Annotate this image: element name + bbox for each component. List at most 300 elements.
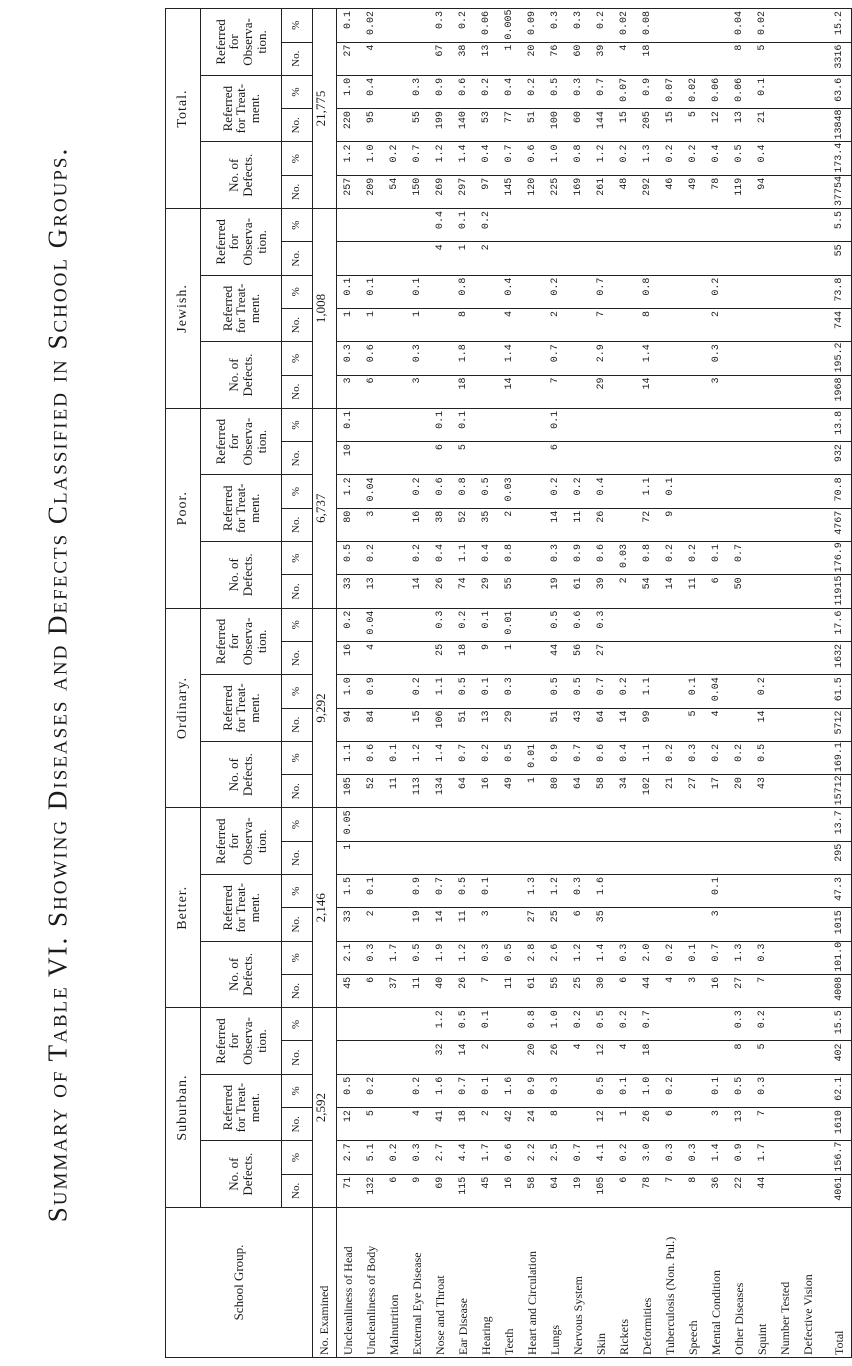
sub-header-row [201,9,282,1358]
better-treat-header: Referred for Treat- ment. [201,875,282,942]
row-label: External Eye Disease [410,1252,424,1355]
table-cell [521,344,544,372]
table-cell: 0.9 [573,544,584,563]
table-cell: 0.3 [665,1143,676,1162]
table-cell: 0.5 [550,77,561,96]
table-cell [797,411,820,439]
table-cell [682,278,705,306]
table-cell [797,178,820,206]
table-cell [406,45,429,73]
ordinary-defects-no-header: No. [282,775,313,808]
table-cell: 0.2 [550,477,561,496]
table-cell [452,810,475,838]
table-cell: 18 [458,1110,469,1123]
table-cell: 0.3 [757,943,768,962]
table-cell [774,311,797,339]
table-cell [797,644,820,672]
table-cell: 1.4 [458,144,469,163]
table-cell: 9 [412,1176,423,1183]
table-cell: 0.9 [550,743,561,762]
table-cell [498,244,521,272]
suburban-obs-header: Referred for Observa- tion. [201,1008,282,1075]
table-cell: 0.1 [389,743,400,762]
table-cell [383,311,406,339]
table-cell: 0.1 [458,211,469,230]
table-cell: 0.4 [435,544,446,563]
total-defects-no-column [337,175,852,208]
table-cell: 15 [665,111,676,124]
table-cell: 18 [458,377,469,390]
ordinary-defects-pct-header: % [282,741,313,774]
table-cell [659,444,682,472]
table-cell: 14 [435,910,446,923]
table-cell: 144 [596,111,607,130]
table-cell [705,444,728,472]
table-cell: 0.06 [711,77,722,102]
table-cell [774,111,797,139]
table-cell [360,444,383,472]
table-cell: 1.9 [435,943,446,962]
table-cell: 0.7 [458,1076,469,1095]
table-cell [383,444,406,472]
table-cell: 2.9 [596,344,607,363]
table-cell: 0.1 [481,610,492,629]
table-cell: 0.5 [458,877,469,896]
jewish-obs-pct-header: % [282,209,313,242]
table-cell [521,677,544,705]
table-cell [659,910,682,938]
table-cell [383,877,406,905]
table-cell: 26 [435,577,446,590]
table-cell: 16 [412,510,423,523]
table-cell: 2 [619,577,630,584]
table-cell [613,877,636,905]
table-cell: 70.8 [834,477,845,502]
table-cell: 0.9 [642,77,653,96]
total-treat-pct-column [337,75,852,108]
table-cell [429,278,452,306]
table-cell: 3 [412,377,423,384]
jewish-examined-count: 1,008 [313,209,337,409]
table-cell: 0.2 [343,610,354,629]
table-cell [636,211,659,239]
table-cell: 1968 [834,377,845,402]
row-spacer [820,711,828,739]
table-cell [774,477,797,505]
table-cell: 0.1 [481,677,492,696]
table-cell [659,844,682,872]
table-cell: 12 [711,111,722,124]
table-cell: 0.2 [711,743,722,762]
table-cell: 1 [619,1110,630,1117]
table-cell: 11915 [834,575,845,606]
table-cell: 0.2 [412,677,423,696]
table-cell [498,1044,521,1072]
table-cell: 1 [458,244,469,251]
table-cell [797,378,820,406]
table-cell: 6 [550,444,561,451]
total-obs-header: Referred for Observa- tion. [201,9,282,76]
table-cell [751,477,774,505]
table-cell: 1.2 [343,144,354,163]
table-cell [774,211,797,239]
table-cell [797,211,820,239]
table-cell: 15 [412,710,423,723]
table-cell: 18 [642,1043,653,1056]
table-cell: 32 [435,1043,446,1056]
table-cell: 2 [504,510,515,517]
table-cell: 8 [734,1043,745,1050]
row-spacer [820,977,828,1005]
table-cell: 0.2 [757,1010,768,1029]
table-cell [774,611,797,639]
no-examined-label: No. Examined [313,1207,337,1357]
table-cell: 0.3 [366,943,377,962]
table-cell: 0.7 [550,344,561,363]
table-cell: 1.0 [343,677,354,696]
poor-obs-header: Referred for Observa- tion. [201,408,282,475]
table-cell: 8 [642,310,653,317]
table-cell: 13 [734,1110,745,1123]
table-cell [797,877,820,905]
table-cell: 97 [481,177,492,190]
table-cell: 176.9 [834,542,845,573]
table-cell: 55 [550,976,561,989]
table-cell: 0.8 [458,477,469,496]
table-cell [774,378,797,406]
table-cell: 26 [596,510,607,523]
table-cell: 0.3 [412,344,423,363]
table-cell [475,278,498,306]
table-cell: 4 [573,1043,584,1050]
row-spacer [820,111,828,139]
table-cell [498,444,521,472]
better-obs-pct-column [337,808,852,841]
row-label: Hearing [479,1316,493,1355]
table-cell: 0.1 [688,943,699,962]
table-cell [728,311,751,339]
table-cell [567,344,590,372]
table-cell [659,677,682,705]
table-cell: 0.3 [619,943,630,962]
table-cell: 0.2 [619,677,630,696]
table-cell [360,1010,383,1038]
table-cell: 0.5 [412,943,423,962]
table-cell [797,944,820,972]
row-label: Ear Disease [456,1298,470,1355]
jewish-obs-header: Referred for Observa- tion. [201,209,282,276]
table-cell: 2.1 [343,943,354,962]
table-cell [682,1077,705,1105]
table-cell: 24 [527,1110,538,1123]
table-cell: 25 [573,976,584,989]
table-cell [383,378,406,406]
row-spacer [820,777,828,805]
table-cell: 0.1 [711,1076,722,1095]
table-cell: 2 [481,244,492,251]
table-cell: 0.7 [504,144,515,163]
table-cell: 105 [596,1176,607,1195]
table-cell [429,344,452,372]
table-cell: 0.3 [481,943,492,962]
table-cell: 0.2 [596,11,607,30]
table-cell: 1.6 [504,1076,515,1095]
table-cell: 140 [458,111,469,130]
data-body-row [337,9,852,1358]
table-cell: 14 [458,1043,469,1056]
table-cell: 0.3 [550,544,561,563]
row-spacer [820,877,828,905]
table-cell [613,810,636,838]
table-cell [406,444,429,472]
table-cell: 0.2 [389,1143,400,1162]
row-label: Skin [594,1332,608,1355]
table-cell: 1.0 [550,144,561,163]
table-cell: 0.4 [619,743,630,762]
table-cell: 1.2 [573,943,584,962]
table-cell [383,544,406,572]
table-cell: 0.3 [688,743,699,762]
table-cell: 0.2 [665,144,676,163]
table-cell [705,11,728,40]
table-cell [774,777,797,805]
row-spacer [820,477,828,505]
table-cell: 145 [504,177,515,196]
table-cell: 45 [343,976,354,989]
table-cell: 119 [734,177,745,196]
table-cell [360,411,383,439]
row-spacer [820,1077,828,1105]
table-cell: 0.04 [366,610,377,635]
table-cell: 0.1 [711,544,722,563]
table-cell: 1.4 [504,344,515,363]
table-cell: 44 [642,976,653,989]
table-cell: 4 [366,643,377,650]
table-cell: 50 [734,577,745,590]
table-cell: 0.6 [435,477,446,496]
table-cell: 0.2 [619,1143,630,1162]
table-cell: 4 [412,1110,423,1117]
table-cell: 0.8 [458,277,469,296]
table-cell: 0.3 [550,1076,561,1095]
table-cell [590,211,613,239]
row-spacer [820,910,828,938]
table-cell: 132 [366,1176,377,1195]
table-cell [613,444,636,472]
table-cell: 61 [573,577,584,590]
table-cell [475,444,498,472]
ordinary-treat-no-column [337,708,852,741]
table-cell: 1 [366,310,377,317]
table-cell [521,278,544,306]
table-cell [728,444,751,472]
row-label: Heart and Circulation [525,1251,539,1355]
table-cell: 269 [435,177,446,196]
table-cell [659,1010,682,1038]
table-cell: 0.3 [573,11,584,30]
table-cell: 42 [504,1110,515,1123]
table-cell: 1.7 [757,1143,768,1162]
table-cell: 1.2 [596,144,607,163]
table-cell [728,411,751,439]
table-cell [613,378,636,406]
table-cell [797,1143,820,1171]
group-header-poor: Poor. [166,408,201,608]
table-cell [383,11,406,40]
table-cell: 0.04 [711,677,722,702]
table-cell: 5 [757,1043,768,1050]
table-cell [682,1110,705,1138]
total-treat-pct-header: % [282,75,313,108]
table-cell [728,877,751,905]
table-cell: 0.1 [458,410,469,429]
table-cell: 48 [619,177,630,190]
table-cell [360,1044,383,1072]
table-cell [636,411,659,439]
table-cell: 6 [619,976,630,983]
table-cell: 1.4 [642,344,653,363]
table-cell [590,244,613,272]
table-cell: 0.8 [642,277,653,296]
table-cell [521,844,544,872]
row-spacer [820,1143,828,1171]
table-cell [521,511,544,539]
table-cell: 21 [665,777,676,790]
better-defects-header: No. of Defects. [201,941,282,1008]
table-cell: 0.05 [343,810,354,835]
table-cell: 46 [665,177,676,190]
school-group-header: School Group. [166,1207,313,1357]
table-cell: 0.3 [435,11,446,30]
table-cell [797,1077,820,1105]
table-cell [567,244,590,272]
row-spacer [820,511,828,539]
row-spacer [820,577,828,605]
better-obs-no-header: No. [282,841,313,874]
row-spacer [820,444,828,472]
table-cell: 99 [642,710,653,723]
table-cell [751,311,774,339]
table-cell [613,344,636,372]
table-cell: 1.7 [389,943,400,962]
table-cell: 55 [412,111,423,124]
table-cell [383,844,406,872]
table-cell [406,810,429,838]
table-cell [728,844,751,872]
table-cell [728,644,751,672]
row-spacer [820,78,828,106]
table-cell: 292 [642,177,653,196]
table-cell: 4 [504,310,515,317]
total-obs-pct-column [337,9,852,43]
table-cell [337,244,360,272]
table-cell: 0.06 [734,77,745,102]
table-cell: 0.6 [366,743,377,762]
table-cell: 6 [366,377,377,384]
row-spacer [820,810,828,838]
table-cell: 1.2 [435,144,446,163]
table-cell [567,378,590,406]
table-cell [659,11,682,40]
table-cell [498,810,521,838]
table-cell: 2 [366,910,377,917]
table-cell [682,611,705,639]
row-labels [337,1207,852,1357]
poor-obs-pct-header: % [282,408,313,441]
poor-obs-pct-column [337,408,852,441]
total-obs-no-header: No. [282,42,313,75]
table-cell [475,311,498,339]
table-cell: 4 [435,244,446,251]
table-cell: 2.7 [343,1143,354,1162]
summary-table-rotated [165,8,846,1358]
better-obs-pct-header: % [282,808,313,841]
table-cell: 1.1 [435,677,446,696]
table-cell: 0.07 [619,77,630,102]
table-cell: 6 [573,910,584,917]
table-cell: 16 [711,976,722,989]
table-cell [774,45,797,73]
total-defects-header: No. of Defects. [201,142,282,209]
table-cell [544,211,567,239]
table-cell: 30 [596,976,607,989]
table-cell [498,910,521,938]
table-cell [728,211,751,239]
table-cell: 61 [527,976,538,989]
table-cell: 2.6 [550,943,561,962]
table-cell: 1 [343,843,354,850]
table-cell [590,444,613,472]
jewish-defects-pct-column [337,342,852,375]
table-cell: 1.4 [596,943,607,962]
table-cell: 27 [343,44,354,57]
table-cell [774,144,797,172]
table-cell: 2.5 [550,1143,561,1162]
poor-defects-pct-column [337,542,852,575]
table-cell: 0.01 [527,743,538,768]
table-cell [797,11,820,40]
table-cell: 0.2 [458,11,469,30]
suburban-obs-no-column [337,1041,852,1074]
total-defects-pct-header: % [282,142,313,175]
table-cell: 5.5 [834,211,845,230]
table-cell [383,45,406,73]
table-cell: 1.2 [343,477,354,496]
group-header-better: Better. [166,808,201,1008]
table-cell: 0.5 [343,1076,354,1095]
table-cell: 0.2 [688,144,699,163]
table-cell: 55 [504,577,515,590]
table-cell: 0.1 [481,1076,492,1095]
table-cell [682,910,705,938]
suburban-defects-pct-column [337,1141,852,1174]
table-cell: 7 [481,976,492,983]
table-cell: 1.3 [527,877,538,896]
table-cell: 0.2 [619,1010,630,1029]
table-cell: 39 [596,44,607,57]
table-cell: 6 [389,1176,400,1183]
row-spacer [820,411,828,439]
table-cell: 37754 [834,176,845,207]
total-obs-pct-header: % [282,9,313,43]
table-cell: 1.1 [642,677,653,696]
table-cell: 5 [688,111,699,118]
table-cell [774,577,797,605]
table-cell [774,1177,797,1205]
row-label: Nose and Throat [433,1275,447,1355]
table-cell: 4008 [834,976,845,1001]
table-cell [521,311,544,339]
